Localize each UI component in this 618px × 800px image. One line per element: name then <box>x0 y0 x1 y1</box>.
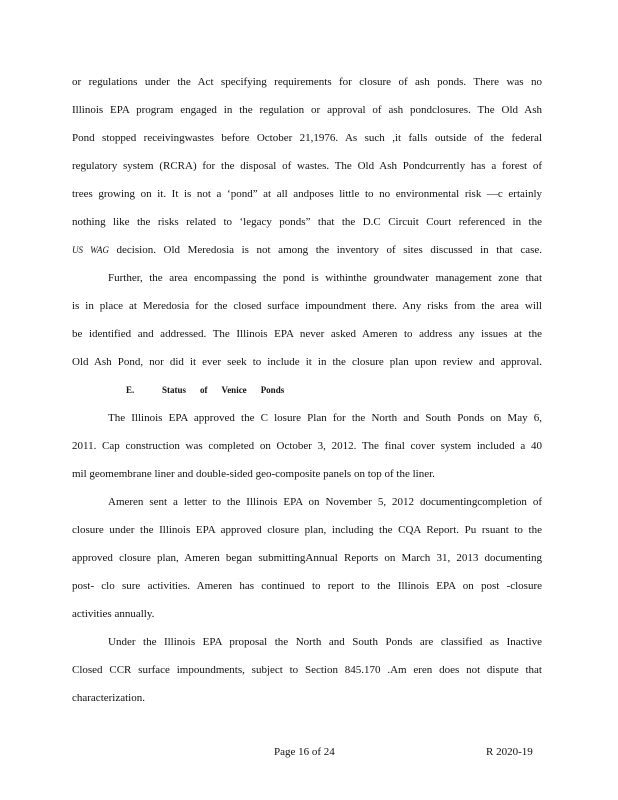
text-fragment: decision. Old Meredosia is not among the inventory of sites discussed in that case. <box>108 244 542 256</box>
text-line: The Illinois EPA approved the C losure Plan for the North and South Ponds on May 6, <box>108 412 542 424</box>
text-line: regulatory system (RCRA) for the disposal of wastes. The Old Ash Pondcurrently has a forest of <box>72 160 542 172</box>
page-footer <box>0 746 618 762</box>
text-line: closure under the Illinois EPA approved closure plan, including the CQA Report. Pu rsuant to the <box>72 524 542 536</box>
text-line: is in place at Meredosia for the closed surface impoundment there. Any risks from the area will <box>72 300 542 312</box>
text-line: Under the Illinois EPA proposal the North and South Ponds are classified as Inactive <box>108 636 542 648</box>
heading-word: of <box>200 385 208 395</box>
case-number: R 2020-19 <box>486 746 533 758</box>
body-text <box>72 68 542 712</box>
text-line: be identified and addressed. The Illinois EPA never asked Ameren to address any issues at the <box>72 328 542 340</box>
text-line: Old Ash Pond, nor did it ever seek to include it in the closure plan upon review and approval. <box>72 356 542 368</box>
text-line: Pond stopped receivingwastes before October 21,1976. As such ,it falls outside of the federal <box>72 132 542 144</box>
section-heading <box>72 376 542 404</box>
heading-word: Venice <box>221 385 247 395</box>
text-line: approved closure plan, Ameren began submittingAnnual Reports on March 31, 2013 documenting <box>72 552 542 564</box>
text-line: or regulations under the Act specifying requirements for closure of ash ponds. There was no <box>72 76 542 88</box>
page-number: Page 16 of 24 <box>274 746 335 758</box>
heading-word: Status <box>162 385 187 395</box>
text-line: characterization. <box>72 692 145 704</box>
text-line: activities annually. <box>72 608 155 620</box>
heading-word: Ponds <box>260 385 285 395</box>
text-line: Further, the area encompassing the pond is withinthe groundwater management zone that <box>108 272 542 284</box>
case-citation: US WAG <box>72 245 109 255</box>
section-letter: E. <box>126 385 135 395</box>
text-line: Closed CCR surface impoundments, subject to Section 845.170 .Am eren does not dispute that <box>72 664 542 676</box>
text-line: 2011. Cap construction was completed on October 3, 2012. The final cover system included a 40 <box>72 440 542 452</box>
text-line: Ameren sent a letter to the Illinois EPA on November 5, 2012 documentingcompletion of <box>108 496 542 508</box>
text-line: Illinois EPA program engaged in the regulation or approval of ash pondclosures. The Old Ash <box>72 104 542 116</box>
text-line: trees growing on it. It is not a ‘pond” at all andposes little to no environmental risk —c ertainly <box>72 188 542 200</box>
text-line <box>72 236 542 264</box>
text-line: mil geomembrane liner and double-sided geo-composite panels on top of the liner. <box>72 468 435 480</box>
text-line: nothing like the risks related to ‘legacy ponds” that the D.C Circuit Court referenced in the <box>72 216 542 228</box>
text-line: post- clo sure activities. Ameren has continued to report to the Illinois EPA on post -closure <box>72 580 542 592</box>
